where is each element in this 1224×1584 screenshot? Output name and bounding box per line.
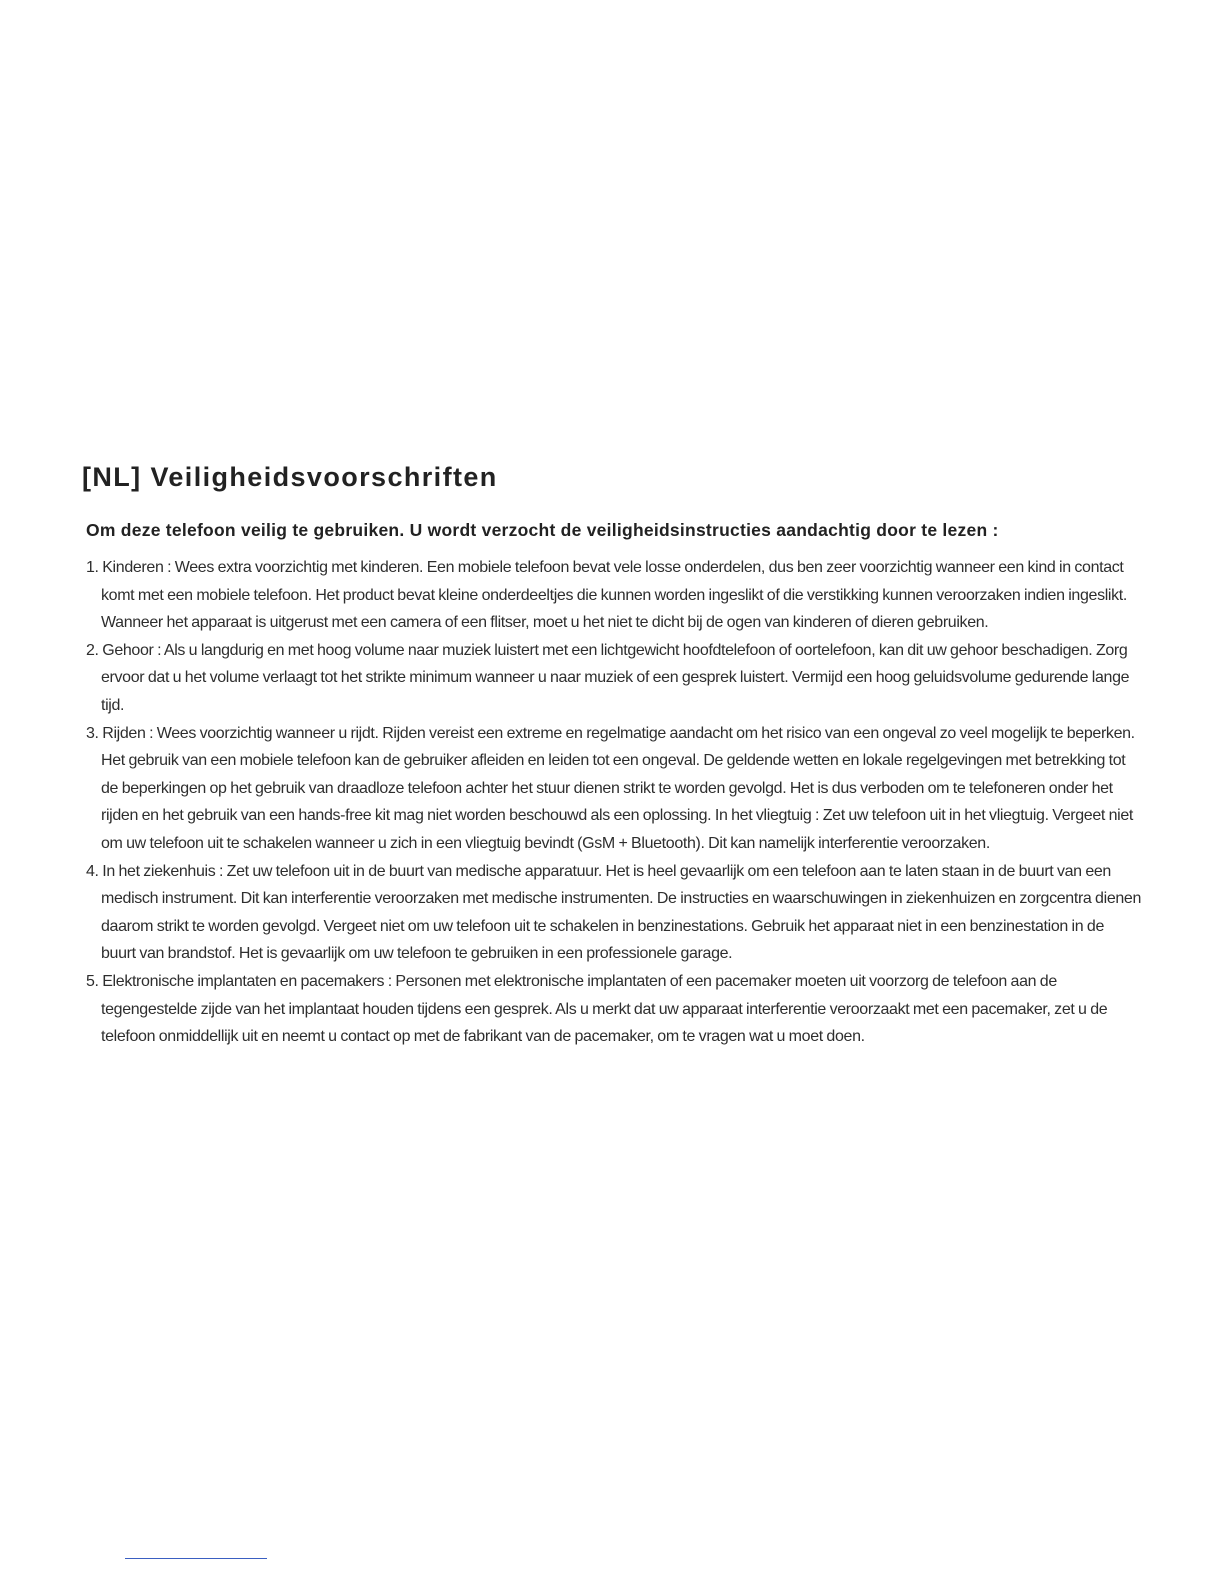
- safety-rule-item: 2. Gehoor : Als u langdurig en met hoog volume naar muziek luistert met een lichtgewicht hoofdtelefoon of oortelefoon, kan dit uw gehoor beschadigen. Zorg ervoor dat u het volume verlaagt tot het strikte minimum wanneer u naar muziek of een gesprek luistert. Vermijd een hoog geluidsvolume gedurende lange tijd.: [86, 641, 1130, 714]
- document-page: [82, 458, 1142, 1051]
- document-title: [NL] Veiligheidsvoorschriften: [82, 462, 498, 492]
- document-intro: Om deze telefoon veilig te gebruiken. U wordt verzocht de veiligheidsinstructies aandachtig door te lezen :: [86, 520, 999, 540]
- safety-rule-item: 3. Rijden : Wees voorzichtig wanneer u rijdt. Rijden vereist een extreme en regelmatige aandacht om het risico van een ongeval zo veel mogelijk te beperken. Het gebruik van een mobiele telefoon kan de gebruiker afleiden en leiden tot een ongeval. De geldende wetten en lokale regelgevingen met betrekking tot de beperkingen op het gebruik van draadloze telefoon achter het stuur dienen strikt te worden gevolgd. Het is dus verboden om te telefoneren onder het rijden en het gebruik van een hands-free kit mag niet worden beschouwd als een oplossing. In het vliegtuig : Zet uw telefoon uit in het vliegtuig. Vergeet niet om uw telefoon uit te schakelen wanneer u zich in een vliegtuig bevindt (GsM + Bluetooth). Dit kan namelijk interferentie veroorzaken.: [86, 724, 1135, 852]
- safety-rule-item: 4. In het ziekenhuis : Zet uw telefoon uit in de buurt van medische apparatuur. Het is heel gevaarlijk om een telefoon aan te laten staan in de buurt van een medisch instrument. Dit kan interferentie veroorzaken met medische instrumenten. De instructies en waarschuwingen in ziekenhuizen en zorgcentra dienen daarom strikt te worden gevolgd. Vergeet niet om uw telefoon uit te schakelen in benzinestations. Gebruik het apparaat niet in een benzinestation in de buurt van brandstof. Het is gevaarlijk om uw telefoon te gebruiken in een professionele garage.: [86, 862, 1142, 963]
- safety-rules-list: [82, 554, 1142, 1051]
- safety-rule-item: 5. Elektronische implantaten en pacemakers : Personen met elektronische implantaten of een pacemaker moeten uit voorzorg de telefoon aan de tegengestelde zijde van het implantaat houden tijdens een gesprek. Als u merkt dat uw apparaat interferentie veroorzaakt met een pacemaker, zet u de telefoon onmiddellijk uit en neemt u contact op met de fabrikant van de pacemaker, om te vragen wat u moet doen.: [86, 972, 1108, 1046]
- safety-rule-item: 1. Kinderen : Wees extra voorzichtig met kinderen. Een mobiele telefoon bevat vele losse onderdelen, dus ben zeer voorzichtig wanneer een kind in contact komt met een mobiele telefoon. Het product bevat kleine onderdeeltjes die kunnen worden ingeslikt of die verstikking kunnen veroorzaken indien ingeslikt. Wanneer het apparaat is uitgerust met een camera of een flitser, moet u het niet te dicht bij de ogen van kinderen of dieren gebruiken.: [86, 559, 1127, 632]
- footer-divider-line: [125, 1558, 267, 1559]
